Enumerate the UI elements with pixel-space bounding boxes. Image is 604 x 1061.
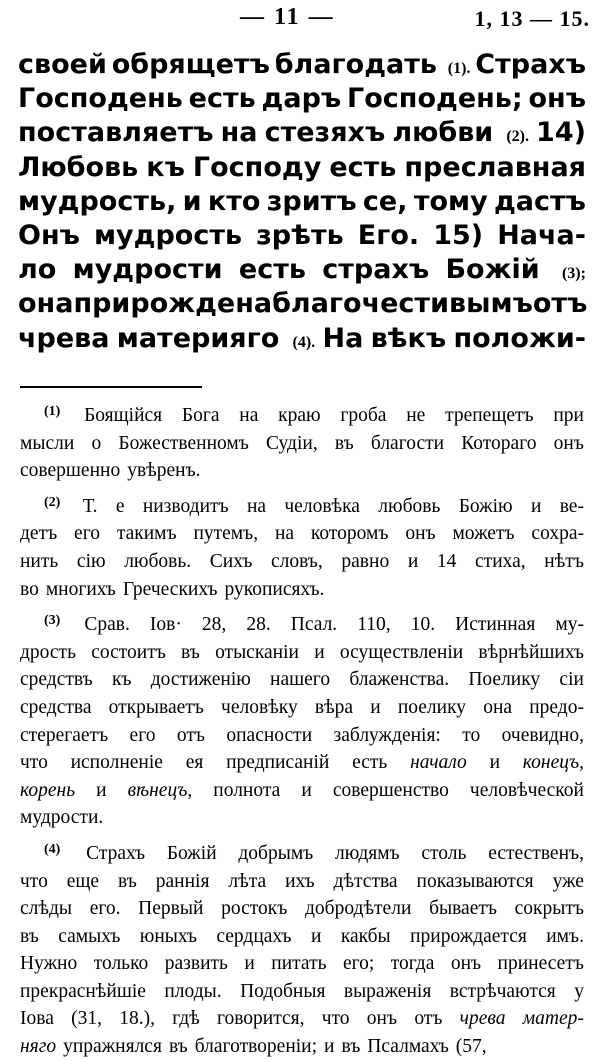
footnote-word: краю [278,405,321,426]
footnote-word: ихъ [285,870,315,892]
footnote-word: плоды. [164,980,222,1002]
footnote-word: раннiя [155,870,210,892]
footnote-word: показываются [416,870,534,892]
footnote-word: заблужденiя: [333,724,441,746]
main-text-line [18,185,586,219]
footnote-line [20,868,584,896]
footnote-word: его. [89,898,121,920]
main-text-line [18,287,586,321]
footnote-word: е [115,495,125,517]
footnote-word: имъ. [546,925,584,947]
footnote-line [20,576,584,604]
footnote-word: встрѣчаются [449,980,556,1002]
footnote-word: то [462,724,481,746]
footnote-word: юныхъ [139,925,197,947]
main-word: къ [146,151,185,183]
main-text-line [18,82,586,116]
footnote-line [20,895,584,923]
verse-range: 1, 13 — 15. [474,6,590,31]
footnote-word: Срав. [84,614,130,636]
footnote-line [20,611,584,639]
footnote-word: онъ [450,953,482,975]
footnote-word: вѣра [314,696,354,718]
footnote-word: Судiи, [266,432,318,454]
footnote-word: Сихъ [209,550,253,572]
footnote-line [20,520,584,548]
footnote-marker: (1) [44,404,61,419]
footnote-line [20,457,584,485]
footnote-word: она [483,696,513,718]
footnote-word: осуществленiи [339,641,464,663]
main-word: прирождена [73,288,273,320]
footnote-word: въ [341,1036,361,1058]
footnote-marker: (4) [44,841,61,857]
footnote-line [20,777,584,805]
footnotes [20,402,584,1061]
footnote-word: Т. [82,495,98,517]
main-word: кто [207,185,261,217]
footnote-word: любовь. [124,550,192,572]
footnote-word: открываетъ [108,696,204,718]
footnote-word: тогда [390,953,435,975]
footnote-word: сiю [76,550,106,572]
footnote-word: блаженства. [349,669,450,691]
footnote-word: словъ, [270,550,323,572]
main-word: тому [413,185,488,217]
main-word: есть [329,151,397,183]
footnote-word: человѣку [221,696,298,718]
footnote-word: сiи [559,669,584,691]
main-word: Его. [357,219,420,251]
footnote-word: Псал. [290,614,338,636]
footnote-word: конецъ, [522,752,584,774]
footnote-line [20,749,584,777]
footnote-word: такимъ [116,523,177,545]
main-word: 14) [536,117,586,149]
footnote-word: нѣтъ [544,550,584,572]
footnote-word: сердцахъ [216,925,292,947]
footnote-word: на [246,495,267,517]
main-text [18,48,586,356]
main-word: Господень; [347,83,523,115]
footnote-word: Божественномъ [118,432,249,454]
footnote-word: питать [271,953,327,975]
main-word: стезяхъ [264,117,386,149]
footnote-word: добродѣтели [305,898,412,920]
footnote-word: и [407,550,419,572]
footnote-word: корень [20,779,76,801]
footnote-ref: (2). [506,128,529,146]
main-word: она [18,288,74,320]
footnote-word: 28. [246,614,271,636]
footnote-line [20,639,584,667]
page-number: — 11 — [240,4,335,30]
main-word: Божiй [445,254,540,286]
footnote-word: достиженiю [150,669,251,691]
main-text-line [18,151,586,185]
footnote-marker: (2) [44,494,61,510]
main-word: своей [18,49,107,80]
footnote-word: ростокъ [221,898,288,920]
footnote-word: въ [168,1036,188,1058]
footnote-word: дрость [20,641,76,663]
footnote-word: человѣка [284,495,360,517]
footnote [20,493,584,603]
footnote-word: многихъ [45,578,116,600]
footnote-word: при [553,405,584,426]
footnote-word: и [244,953,255,975]
footnote-word: вѣнецъ, [127,779,193,801]
footnote-word: и [489,752,500,774]
footnote-word: Греческихъ [122,578,218,600]
footnote-line [20,694,584,722]
footnote-word: средства [20,696,92,718]
footnote-word: Истинная [455,614,536,636]
footnote-word: прекраснѣйшiе [20,980,146,1002]
footnote-line [20,1005,584,1033]
footnote-word: няго [20,1036,57,1058]
footnote-word: и [324,1036,335,1058]
footnote-word: какбы [340,925,391,947]
footnote-word: людямъ [335,842,400,864]
footnote-word: стиха, [475,550,526,572]
footnote-marker: (3) [44,613,61,629]
footnote-word: му- [555,614,584,636]
footnote-word: предо- [529,696,584,718]
footnote-line [20,402,584,430]
footnote-word: можетъ [452,523,515,545]
footnote-word: увѣренъ. [127,460,201,482]
footnote-word: детъ [20,523,58,545]
footnote-word: Псалмахъ [367,1036,449,1058]
footnote-word: сохра- [531,523,584,545]
footnote-word: онъ [366,1008,398,1030]
main-word: се, [362,185,408,217]
footnote-word: благости [370,432,445,454]
footnote-word: отъ [414,1008,443,1030]
footnote-word: и [370,696,381,718]
footnote-word: ея [185,752,204,774]
footnote-word: лѣта [228,870,267,892]
footnote-line [20,493,584,521]
footnote-word: развить [164,953,228,975]
footnote-line [20,840,584,868]
main-word: зритъ [266,185,357,217]
footnote-word: въ [20,925,39,947]
footnote-word: принесетъ [497,953,584,975]
footnote-word: сокрытъ [514,898,584,920]
main-word: страхъ [322,254,430,286]
footnote-line [20,978,584,1006]
main-word: вѣкъ [370,322,447,354]
footnote-ref: (1). [447,60,471,77]
main-text-line [18,48,586,82]
footnote-word: нить [20,550,59,572]
main-word: поставляетъ [18,117,214,149]
main-word: есть [188,83,256,115]
footnote-word: и [301,779,312,801]
footnote-word: вѣрнѣйшихъ [478,641,584,663]
footnote-word: 18.), [119,1008,155,1030]
main-word: отъ [532,288,588,320]
footnote-word: рукописяхъ. [224,578,325,600]
footnote-word: на [239,405,259,426]
footnote-word: не [406,405,426,426]
main-word: и [182,185,202,217]
footnote-word: столь [421,842,467,864]
footnote-ref: (4). [292,333,316,351]
footnote-word: естественъ, [488,842,584,864]
footnote-word: Котораго [461,432,537,454]
main-word: любви [392,117,494,149]
footnote-word: предписанiй [226,752,330,774]
footnote-word: его [74,523,100,545]
main-word: благочестивымъ [272,288,533,320]
main-word: мудрость [93,219,243,251]
main-word: даръ [261,83,342,115]
footnote-word: трепещетъ [445,405,534,426]
page-header [0,4,604,38]
footnote-word: Подобныя [240,980,326,1002]
footnote-word: 110, [357,614,391,636]
footnote-line [20,1033,584,1061]
footnote-word: Iова [20,1008,54,1030]
main-word: Нача- [497,219,586,251]
footnote-line [20,666,584,694]
footnote-word: 10. [410,614,436,636]
footnote-word: и [314,641,325,663]
footnote-line [20,548,584,576]
footnote-word: любовь [378,495,441,517]
footnote-word: 28, [201,614,227,636]
footnote-word: и [310,925,322,947]
footnote-word: Iов· [149,614,182,636]
footnote-word: во [20,578,39,600]
footnote-word: добрымъ [238,842,314,864]
main-word: Господень [18,83,183,115]
footnote-word: Страхъ [86,842,146,864]
footnote-word: Первый [138,898,204,920]
footnote-word: слѣды [20,898,72,920]
footnote-word: средствъ [20,669,93,691]
footnote-word: Боящiйся [84,405,163,426]
footnote-word: Нужно [20,953,78,975]
footnote-word: гдѣ [172,1008,200,1030]
footnote-word: на [274,523,295,545]
footnote-word: чрева [459,1008,506,1030]
footnote-word: у [574,980,584,1002]
footnote-word: его [129,724,156,746]
footnote-word: очевидно, [501,724,584,746]
footnote-word: нашего [270,669,331,691]
footnote-word: что [20,752,48,774]
main-word: мудрости [72,254,223,286]
main-word: На [322,322,364,354]
main-word: есть [238,254,306,286]
footnote-word: выраженiя [343,980,432,1002]
footnote-word: отъ [176,724,205,746]
footnote-word: 14 [436,550,457,572]
main-word: положи- [453,322,586,354]
footnote-word: Бога [181,405,220,426]
main-word: ло [18,254,57,286]
footnote-word: и [530,495,542,517]
main-word: на [220,117,258,149]
footnote-word: его; [342,953,375,975]
main-word: материяго [116,322,280,354]
footnote-word: упражнялся [63,1036,162,1058]
main-word: Любовь [18,151,139,183]
footnote-word: въ [181,641,200,663]
footnote-word: есть [352,752,388,774]
main-word: 15) [433,219,484,251]
footnote-word: къ [111,669,132,691]
footnote-word: которомъ [310,523,389,545]
main-word: обрящетъ [111,49,270,80]
main-text-line [18,219,586,253]
footnote [20,611,584,832]
footnote-word: мудрости. [20,807,104,829]
footnote-word: о [91,432,102,454]
footnote-word: что [20,870,48,892]
main-word: Страхъ [475,49,586,80]
main-word: зрѣть [256,219,344,251]
footnote [20,840,584,1061]
footnote-line [20,804,584,832]
footnote-word: равно [341,550,390,572]
footnote-word: уже [552,870,584,892]
footnote-word: бываетъ [429,898,497,920]
footnote-word: и [96,779,107,801]
footnote-ref: (3); [561,265,586,283]
footnote-word: ве- [559,495,584,517]
footnote-word: (31, [71,1008,102,1030]
footnote-word: опасности [226,724,313,746]
footnote-word: человѣческой [469,779,584,801]
footnote-word: гроба [340,405,387,426]
footnote-word: совершенно [20,460,121,482]
footnote [20,402,584,485]
main-text-line [18,322,586,356]
footnote-word: Божiю [458,495,513,517]
main-word: благодать [274,49,437,80]
footnote-word: отысканiи [215,641,299,663]
footnote-word: низводитъ [142,495,229,517]
footnote-word: мысли [20,432,75,454]
footnote-word: Божiй [166,842,217,864]
footnote-word: дѣтства [333,870,398,892]
footnote-word: матер- [522,1008,584,1030]
footnote-word: Поелику [468,669,541,691]
footnote-word: въ [334,432,354,454]
main-text-line [18,253,586,287]
footnote-word: онъ [553,432,584,454]
footnote-word: самыхъ [58,925,121,947]
main-word: чрева [18,322,110,354]
footnote-separator [20,386,202,388]
footnote-word: исполненiе [70,752,163,774]
footnote-word: стерегаетъ [20,724,109,746]
footnote-line [20,722,584,750]
footnote-word: (57, [455,1036,487,1058]
main-word: Онъ [18,219,80,251]
main-word: Господу [192,151,322,183]
footnote-line [20,950,584,978]
footnote-word: полнота [213,779,281,801]
footnote-word: только [93,953,149,975]
footnote-word: въ [118,870,137,892]
footnote-line [20,430,584,458]
footnote-word: путемъ, [193,523,259,545]
main-text-line [18,116,586,150]
main-word: мудрость, [18,185,177,217]
footnote-word: что [321,1008,350,1030]
footnote-word: говорится, [216,1008,305,1030]
footnote-word: совершенство [332,779,449,801]
main-word: преславная [404,151,586,183]
footnote-word: еще [66,870,100,892]
footnote-word: начало [410,752,467,774]
footnote-word: онъ [405,523,436,545]
main-word: онъ [528,83,586,115]
footnote-line [20,923,584,951]
footnote-word: поелику [397,696,467,718]
footnote-word: состоитъ [91,641,166,663]
footnote-word: благотворенiи; [194,1036,318,1058]
main-word: дастъ [494,185,586,217]
footnote-word: прирождается [410,925,527,947]
